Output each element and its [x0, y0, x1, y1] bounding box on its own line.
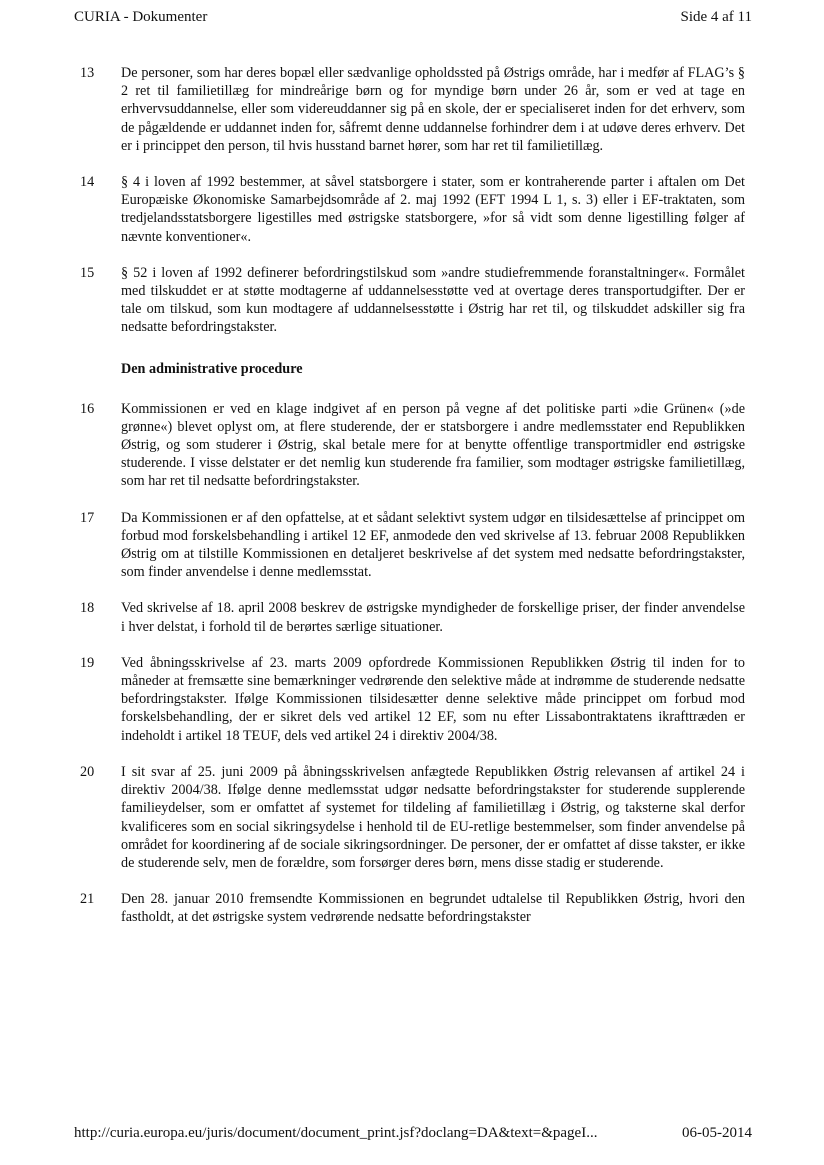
paragraph-text: De personer, som har deres bopæl eller sædvanlige opholdssted på Østrigs område, har i medfør af FLAG’s § 2 ret til familietillæg for mindreårige børn og for myndige børn under 26 år, som er ved at tage en erhvervsuddannelse, eller som videreuddanner sig på en skole, der er specialiseret inden for det erhverv, som de pågældende er uddannet inden for, såfremt denne uddannelse forhindrer dem i at udøve deres erhverv. Det er i princippet den person, til hvis husstand barnet hører, som har ret til familietillæg. [121, 65, 745, 154]
paragraph-text: Kommissionen er ved en klage indgivet af en person på vegne af det politiske parti »die Grünen« (»de grønne«) blevet oplyst om, at flere studerende, der er statsborgere i andre medlemsstater end Republikken Østrig, og som studerer i Østrig, skal betale mere for at benytte offentlige transportmidler end østrigske studerende. I visse delstater er det nemlig kun studerende fra familier, som modtager østrigske familietillæg, som har ret til nedsatte befordringstakster. [121, 400, 745, 490]
paragraph-16 [80, 400, 745, 491]
paragraph-text: Den 28. januar 2010 fremsendte Kommissionen en begrundet udtalelse til Republikken Østrig, hvori den fastholdt, at det østrigske system vedrørende nedsatte befordringstakster [121, 891, 745, 926]
document-title: CURIA - Dokumenter [74, 9, 208, 25]
paragraph-18 [80, 599, 745, 635]
paragraph-19 [80, 654, 745, 745]
paragraph-14 [80, 173, 745, 246]
paragraph-number: 17 [80, 509, 95, 526]
paragraph-number: 21 [80, 891, 95, 908]
paragraph-13 [80, 64, 745, 155]
paragraph-text: I sit svar af 25. juni 2009 på åbningsskrivelsen anfægtede Republikken Østrig relevansen af artikel 24 i direktiv 2004/38. Ifølge denne medlemsstat udgør nedsatte befordringstakster for studerende supplerende familieydelser, som er omfattet af systemet for tildeling af familietillæg i Østrig, og taksterne skal derfor kvalificeres som en social sikringsydelse i henhold til de EU-retlige bestemmelser, som finder anvendelse på området for koordinering af de sociale sikringsordninger. De personer, der er omfattet af disse takster, er ikke de studerende selv, men de forældre, som forsørger deres børn, mens disse stadig er studerende. [121, 763, 745, 871]
paragraph-number: 18 [80, 600, 95, 617]
paragraph-number: 15 [80, 264, 95, 281]
paragraph-text: Ved skrivelse af 18. april 2008 beskrev de østrigske myndigheder de forskellige priser, der finder anvendelse i hver delstat, i forhold til de berørtes særlige situationer. [121, 600, 745, 635]
paragraph-text: § 4 i loven af 1992 bestemmer, at såvel statsborgere i stater, som er kontraherende parter i aftalen om Det Europæiske Økonomiske Samarbejdsområde af 2. maj 1992 (EFT 1994 L 1, s. 3) eller i EF-traktaten, som tredjelandsstatsborgere ligestilles med østrigske statsborgere, »for så vidt som denne ligestilling følger af nævnte konventioner«. [121, 174, 745, 245]
document-body [80, 64, 745, 945]
page-header [74, 9, 752, 29]
source-url: http://curia.europa.eu/juris/document/document_print.jsf?doclang=DA&text=&pageI... [74, 1125, 598, 1141]
paragraph-number: 19 [80, 654, 95, 671]
paragraph-text: Da Kommissionen er af den opfattelse, at et sådant selektivt system udgør en tilsidesættelse af princippet om forbud mod forskelsbehandling i artikel 12 EF, anmodede den ved skrivelse af 13. februar 2008 Republikken Østrig om at tilstille Kommissionen en detaljeret beskrivelse af det system med nedsatte befordringstakster, som finder anvendelse i denne medlemsstat. [121, 509, 745, 581]
paragraph-text: Ved åbningsskrivelse af 23. marts 2009 opfordrede Kommissionen Republikken Østrig til inden for to måneder at fremsætte sine bemærkninger vedrørende den selektive måde at indrømme de studerende nedsatte befordringstakster. Ifølge Kommissionen tilsidesætter denne selektive måde princippet om forbud mod forskelsbehandling, der er sikret dels ved artikel 12 EF, som nu efter Lissabontraktatens ikrafttræden er indeholdt i artikel 18 TEUF, dels ved artikel 24 i direktiv 2004/38. [121, 654, 745, 744]
section-heading: Den administrative procedure [121, 360, 303, 377]
paragraph-17 [80, 509, 745, 582]
paragraph-20 [80, 763, 745, 872]
paragraph-number: 14 [80, 174, 95, 191]
paragraph-15 [80, 264, 745, 337]
print-date: 06-05-2014 [682, 1125, 752, 1141]
paragraph-number: 13 [80, 65, 95, 81]
paragraph-21 [80, 890, 745, 926]
paragraph-number: 16 [80, 400, 95, 417]
paragraph-text: § 52 i loven af 1992 definerer befordringstilskud som »andre studiefremmende foranstaltninger«. Formålet med tilskuddet er at støtte modtagerne af uddannelsesstøtte ved at overtage deres transportudgifter. Der er tale om tilskud, som kun modtagere af uddannelsesstøtte i Østrig har ret til, og tilskuddet adskiller sig fra nedsatte befordringstakster. [121, 264, 745, 336]
paragraph-number: 20 [80, 763, 95, 780]
page-number: Side 4 af 11 [680, 9, 752, 25]
